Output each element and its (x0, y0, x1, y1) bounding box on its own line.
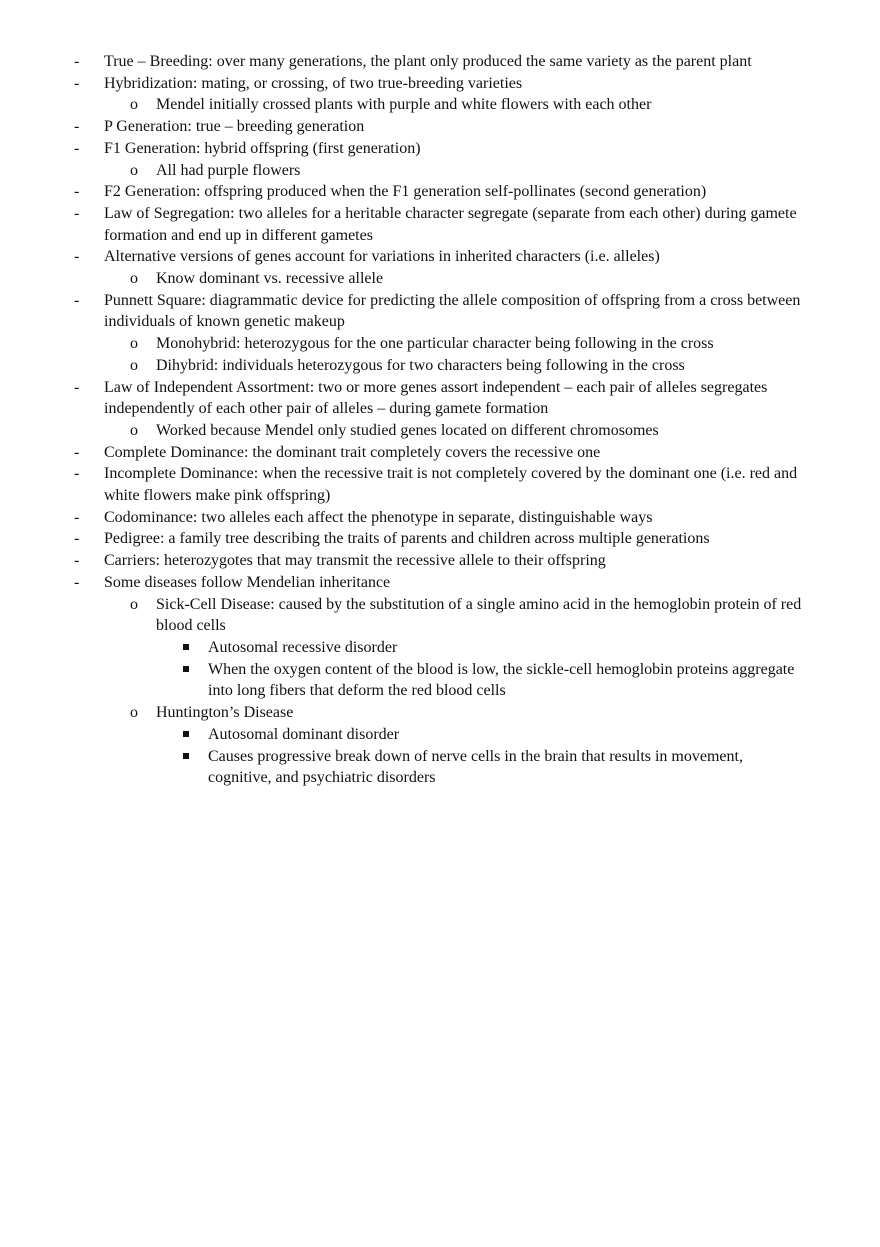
note-item-level-3 (0, 637, 880, 659)
notes-document (0, 51, 880, 789)
note-text: Worked because Mendel only studied genes located on different chromosomes (156, 421, 659, 439)
note-item-level-3 (0, 659, 880, 702)
note-text: P Generation: true – breeding generation (104, 118, 365, 136)
note-text: Law of Independent Assortment: two or more genes assort independent – each pair of alleles segregates independently of each other pair of alleles – during gamete formation (104, 378, 768, 418)
square-bullet-icon (183, 731, 189, 737)
dash-bullet: - (74, 53, 80, 70)
note-text: Dihybrid: individuals heterozygous for two characters being following in the cross (156, 356, 685, 374)
note-text: F1 Generation: hybrid offspring (first generation) (104, 139, 421, 157)
note-item-level-2 (0, 268, 880, 290)
note-item-level-1 (0, 507, 880, 529)
note-item-level-2 (0, 355, 880, 377)
note-text: Alternative versions of genes account for variations in inherited characters (i.e. alleles) (104, 248, 660, 266)
note-item-level-3 (0, 746, 880, 789)
notes-list (0, 51, 880, 789)
note-text: Know dominant vs. recessive allele (156, 270, 384, 288)
dash-bullet: - (74, 139, 80, 157)
note-text: Autosomal dominant disorder (208, 725, 400, 743)
note-item-level-1 (0, 181, 880, 203)
circle-bullet: o (130, 270, 138, 288)
dash-bullet: - (74, 443, 80, 461)
note-text: Hybridization: mating, or crossing, of two true-breeding varieties (104, 74, 523, 92)
note-text: Huntington’s Disease (156, 704, 294, 722)
note-item-level-1 (0, 442, 880, 464)
note-item-level-1 (0, 550, 880, 572)
note-text: Incomplete Dominance: when the recessive trait is not completely covered by the dominant one (i.e. red and white flowers make pink offspring) (104, 465, 798, 505)
note-item-level-1 (0, 116, 880, 138)
dash-bullet: - (74, 183, 80, 201)
dash-bullet: - (74, 573, 80, 591)
dash-bullet: - (74, 530, 80, 548)
circle-bullet: o (130, 421, 138, 439)
note-text: Autosomal recessive disorder (208, 638, 398, 656)
dash-bullet: - (74, 378, 80, 396)
note-item-level-1 (0, 528, 880, 550)
note-text: Law of Segregation: two alleles for a heritable character segregate (separate from each other) during gamete formation and end up in different gametes (104, 204, 797, 244)
circle-bullet: o (130, 356, 138, 374)
dash-bullet: - (74, 465, 80, 483)
square-bullet-icon (183, 753, 189, 759)
note-item-level-1 (0, 377, 880, 420)
note-item-level-1 (0, 290, 880, 333)
dash-bullet: - (74, 291, 80, 309)
dash-bullet: - (74, 118, 80, 136)
note-text: Monohybrid: heterozygous for the one particular character being following in the cross (156, 335, 714, 353)
note-text: All had purple flowers (156, 161, 301, 179)
note-item-level-2 (0, 94, 880, 116)
note-item-level-2 (0, 702, 880, 724)
note-text: Carriers: heterozygotes that may transmit the recessive allele to their offspring (104, 552, 606, 570)
note-text: Punnett Square: diagrammatic device for predicting the allele composition of offspring from a cross between individuals of known genetic makeup (104, 291, 801, 331)
note-item-level-1 (0, 463, 880, 506)
circle-bullet: o (130, 595, 138, 613)
note-text: Pedigree: a family tree describing the traits of parents and children across multiple generations (104, 530, 710, 548)
note-item-level-2 (0, 333, 880, 355)
dash-bullet: - (74, 74, 80, 92)
note-text: Codominance: two alleles each affect the phenotype in separate, distinguishable ways (104, 508, 653, 526)
note-item-level-1 (0, 73, 880, 95)
circle-bullet: o (130, 96, 138, 114)
dash-bullet: - (74, 204, 80, 222)
note-text: Complete Dominance: the dominant trait completely covers the recessive one (104, 443, 601, 461)
square-bullet-icon (183, 666, 189, 672)
note-item-level-1 (0, 138, 880, 160)
note-text: When the oxygen content of the blood is low, the sickle-cell hemoglobin proteins aggregate into long fibers that deform the red blood cells (208, 660, 795, 700)
note-item-level-3 (0, 724, 880, 746)
circle-bullet: o (130, 704, 138, 722)
note-item-level-2 (0, 420, 880, 442)
note-text: True – Breeding: over many generations, the plant only produced the same variety as the parent plant (104, 53, 752, 70)
circle-bullet: o (130, 161, 138, 179)
note-item-level-2 (0, 594, 880, 637)
note-item-level-1 (0, 572, 880, 594)
dash-bullet: - (74, 248, 80, 266)
circle-bullet: o (130, 335, 138, 353)
note-item-level-1 (0, 246, 880, 268)
note-text: Sick-Cell Disease: caused by the substitution of a single amino acid in the hemoglobin protein of red blood cells (156, 595, 802, 635)
note-text: Some diseases follow Mendelian inheritance (104, 573, 391, 591)
note-text: Mendel initially crossed plants with purple and white flowers with each other (156, 96, 652, 114)
dash-bullet: - (74, 552, 80, 570)
note-item-level-1 (0, 51, 880, 73)
square-bullet-icon (183, 644, 189, 650)
note-item-level-1 (0, 203, 880, 246)
note-text: F2 Generation: offspring produced when the F1 generation self-pollinates (second generation) (104, 183, 707, 201)
dash-bullet: - (74, 508, 80, 526)
note-text: Causes progressive break down of nerve cells in the brain that results in movement, cognitive, and psychiatric disorders (208, 747, 743, 787)
note-item-level-2 (0, 160, 880, 182)
